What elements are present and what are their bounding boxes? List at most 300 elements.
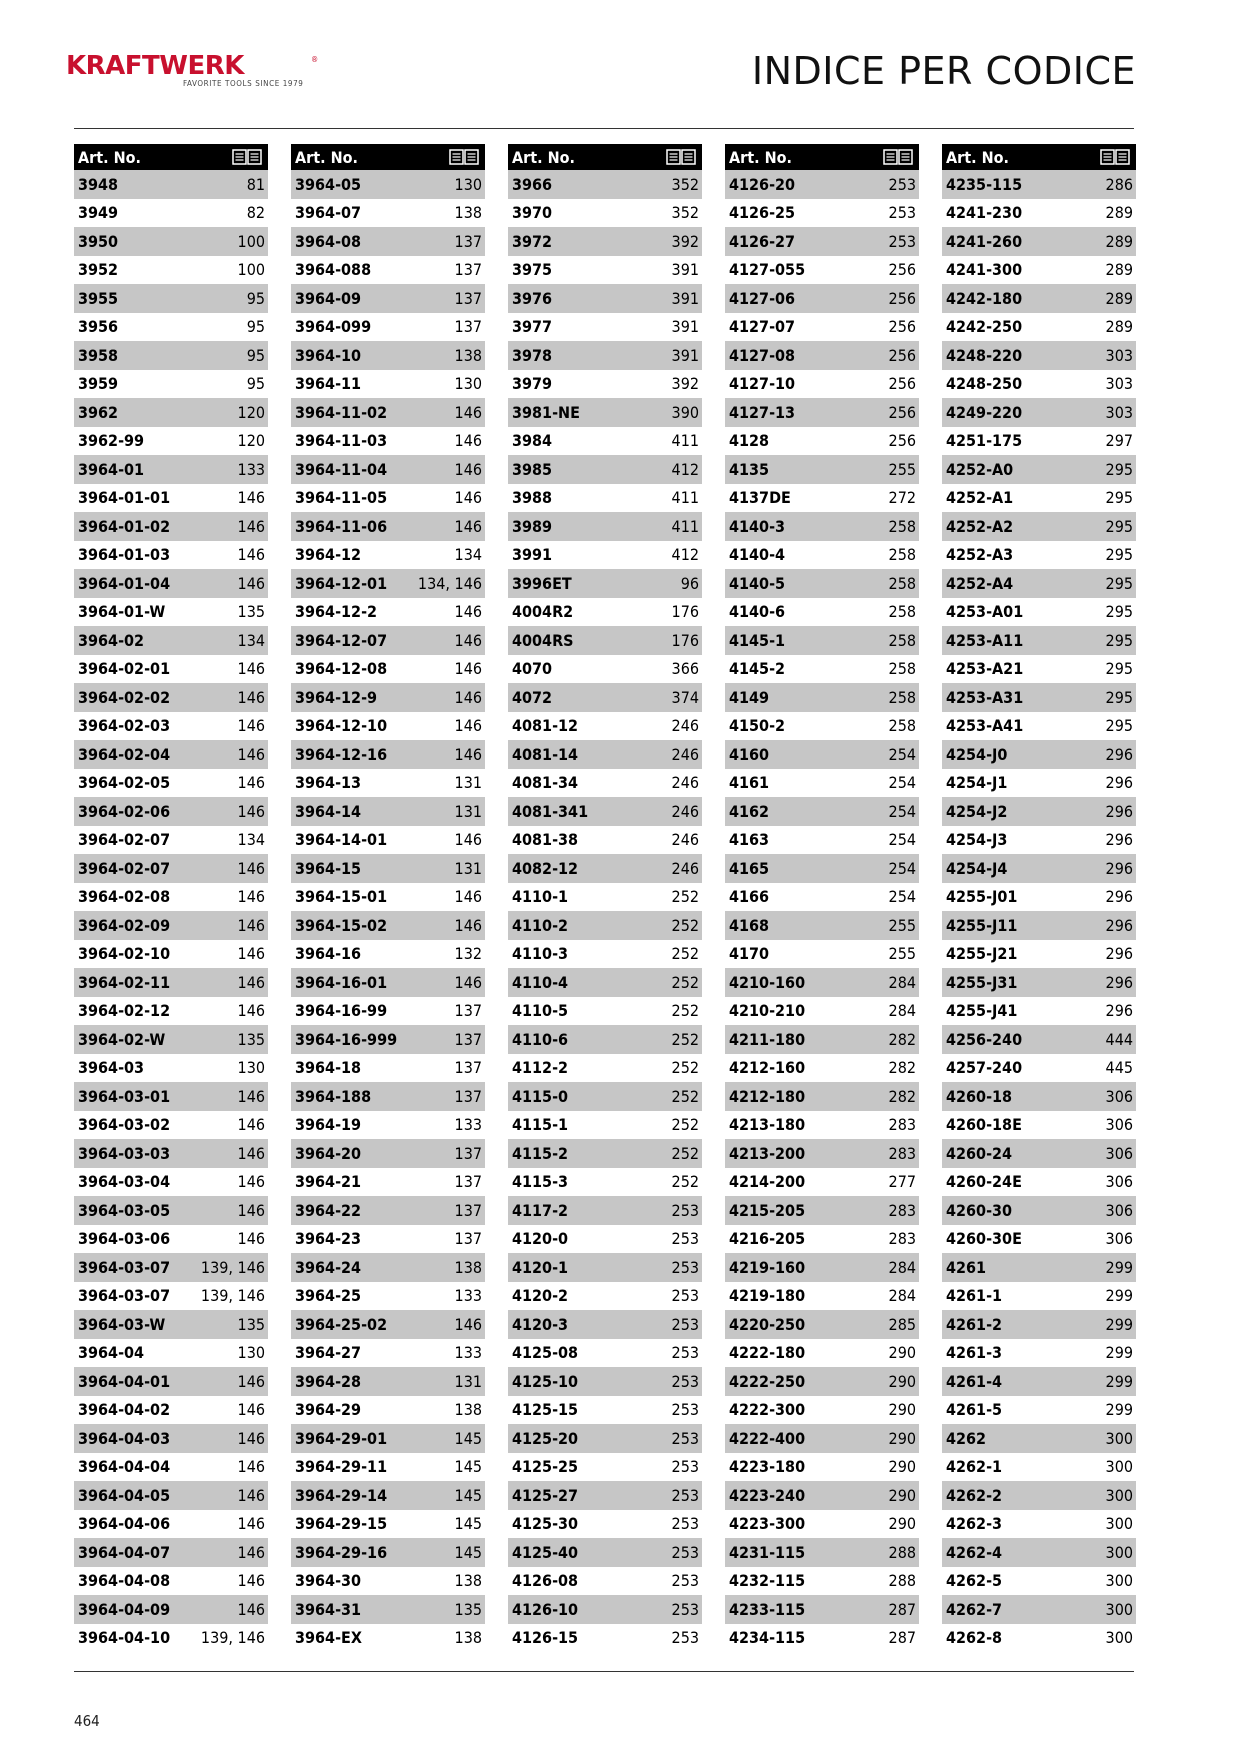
- article-code: 3964-13: [295, 773, 362, 793]
- index-row: [508, 541, 702, 570]
- index-row: [508, 854, 702, 883]
- article-code: 3964-03-03: [78, 1143, 171, 1163]
- index-row: [74, 1481, 268, 1510]
- index-row: [508, 1225, 702, 1254]
- page-reference: 306: [1105, 1172, 1133, 1192]
- page-reference: 290: [888, 1400, 916, 1420]
- article-code: 4210-210: [729, 1001, 806, 1021]
- index-row: [725, 341, 919, 370]
- page-reference: 146: [454, 687, 482, 707]
- page-reference: 254: [888, 744, 916, 764]
- article-code: 4262-2: [946, 1485, 1003, 1505]
- index-row: [291, 940, 485, 969]
- page-reference: 299: [1105, 1343, 1133, 1363]
- page-reference: 253: [888, 203, 916, 223]
- page-reference: 145: [454, 1457, 482, 1477]
- index-row: [508, 370, 702, 399]
- index-row: [725, 1424, 919, 1453]
- index-row: [942, 883, 1136, 912]
- index-row: [725, 1453, 919, 1482]
- article-code: 4234-115: [729, 1628, 806, 1648]
- article-code: 4260-30: [946, 1200, 1013, 1220]
- index-row: [942, 1510, 1136, 1539]
- article-code: 4255-J01: [946, 887, 1018, 907]
- article-code: 3964-04-07: [78, 1542, 171, 1562]
- index-row: [508, 170, 702, 199]
- index-row: [942, 199, 1136, 228]
- page-reference: 282: [888, 1086, 916, 1106]
- index-row: [291, 1025, 485, 1054]
- article-code: 4140-6: [729, 602, 786, 622]
- index-row: [74, 854, 268, 883]
- index-row: [508, 199, 702, 228]
- article-code: 3964-04-02: [78, 1400, 171, 1420]
- open-book-icon: [1100, 149, 1130, 165]
- index-row: [291, 1282, 485, 1311]
- page-reference: 297: [1105, 431, 1133, 451]
- index-row: [74, 1339, 268, 1368]
- page-reference: 258: [888, 602, 916, 622]
- article-code: 3964-15-02: [295, 915, 388, 935]
- index-row: [74, 1453, 268, 1482]
- page-reference: 130: [454, 374, 482, 394]
- index-row: [508, 1196, 702, 1225]
- article-code: 3964-18: [295, 1058, 362, 1078]
- page-reference: 146: [454, 744, 482, 764]
- logo-wordmark: KRAFTWERK: [66, 51, 244, 81]
- article-code: 3950: [78, 231, 119, 251]
- article-code: 3989: [512, 516, 553, 536]
- page-reference: 296: [1105, 744, 1133, 764]
- article-code: 4253-A21: [946, 659, 1024, 679]
- index-row: [508, 655, 702, 684]
- index-row: [725, 1339, 919, 1368]
- index-row: [942, 1025, 1136, 1054]
- article-code: 4262-3: [946, 1514, 1003, 1534]
- article-code: 4235-115: [946, 174, 1023, 194]
- article-code: 3964-02-W: [78, 1029, 166, 1049]
- article-code: 4135: [729, 459, 770, 479]
- page-reference: 253: [671, 1371, 699, 1391]
- index-row: [291, 598, 485, 627]
- index-column: [74, 144, 268, 1652]
- page-reference: 139, 146: [200, 1286, 265, 1306]
- index-row: [508, 940, 702, 969]
- page-reference: 300: [1105, 1514, 1133, 1534]
- article-code: 4242-250: [946, 317, 1023, 337]
- index-row: [508, 455, 702, 484]
- index-row: [508, 1310, 702, 1339]
- page-reference: 131: [454, 801, 482, 821]
- page-reference: 255: [888, 459, 916, 479]
- page-reference: 285: [888, 1314, 916, 1334]
- art-no-header-label: Art. No.: [729, 147, 793, 167]
- page-reference: 295: [1105, 488, 1133, 508]
- index-row: [291, 170, 485, 199]
- page-reference: 146: [237, 716, 265, 736]
- article-code: 4262-7: [946, 1599, 1003, 1619]
- index-row: [508, 1339, 702, 1368]
- article-code: 4231-115: [729, 1542, 806, 1562]
- page-reference: 306: [1105, 1143, 1133, 1163]
- page-reference: 146: [454, 488, 482, 508]
- article-code: 3964-19: [295, 1115, 362, 1135]
- article-code: 4126-08: [512, 1571, 579, 1591]
- article-code: 4219-180: [729, 1286, 806, 1306]
- article-code: 4127-10: [729, 374, 796, 394]
- page-reference: 290: [888, 1485, 916, 1505]
- article-code: 4165: [729, 858, 770, 878]
- index-row: [291, 512, 485, 541]
- index-row: [74, 455, 268, 484]
- article-code: 3964-15-01: [295, 887, 388, 907]
- index-row: [725, 826, 919, 855]
- index-row: [942, 427, 1136, 456]
- page-reference: 284: [888, 1286, 916, 1306]
- index-row: [291, 1367, 485, 1396]
- article-code: 3964-02-05: [78, 773, 171, 793]
- page-reference: 300: [1105, 1485, 1133, 1505]
- page-reference: 444: [1105, 1029, 1133, 1049]
- article-code: 4163: [729, 830, 770, 850]
- page-reference: 282: [888, 1029, 916, 1049]
- page-reference: 253: [888, 174, 916, 194]
- page-reference: 130: [237, 1343, 265, 1363]
- index-row: [725, 655, 919, 684]
- index-row: [942, 1082, 1136, 1111]
- index-row: [942, 1453, 1136, 1482]
- page-reference: 287: [888, 1599, 916, 1619]
- page-reference: 252: [671, 1086, 699, 1106]
- page-reference: 146: [237, 1428, 265, 1448]
- index-row: [291, 370, 485, 399]
- article-code: 3964-24: [295, 1257, 362, 1277]
- index-row: [291, 1424, 485, 1453]
- article-code: 4110-3: [512, 944, 569, 964]
- article-code: 4120-0: [512, 1229, 569, 1249]
- article-code: 4140-5: [729, 573, 786, 593]
- index-row: [508, 1367, 702, 1396]
- article-code: 3978: [512, 345, 553, 365]
- page-reference: 258: [888, 545, 916, 565]
- index-row: [291, 1082, 485, 1111]
- page-reference: 82: [246, 203, 265, 223]
- index-row: [725, 370, 919, 399]
- index-row: [291, 1453, 485, 1482]
- page-reference: 137: [454, 1143, 482, 1163]
- page-reference: 146: [237, 488, 265, 508]
- index-row: [942, 227, 1136, 256]
- article-code: 4127-07: [729, 317, 796, 337]
- article-code: 3964-11-02: [295, 402, 388, 422]
- page-reference: 289: [1105, 231, 1133, 251]
- page-reference: 135: [237, 1314, 265, 1334]
- index-row: [942, 1196, 1136, 1225]
- page-reference: 252: [671, 1001, 699, 1021]
- index-row: [725, 854, 919, 883]
- index-row: [74, 569, 268, 598]
- page-reference: 256: [888, 402, 916, 422]
- page-reference: 295: [1105, 630, 1133, 650]
- page-reference: 137: [454, 260, 482, 280]
- article-code: 3964-05: [295, 174, 362, 194]
- article-code: 3964-03-07: [78, 1257, 171, 1277]
- article-code: 3949: [78, 203, 119, 223]
- index-row: [291, 1481, 485, 1510]
- article-code: 3970: [512, 203, 553, 223]
- top-divider: [74, 128, 1134, 129]
- index-row: [942, 541, 1136, 570]
- page-reference: 253: [671, 1257, 699, 1277]
- article-code: 4252-A3: [946, 545, 1014, 565]
- article-code: 3964-02-07: [78, 830, 171, 850]
- index-row: [74, 826, 268, 855]
- page-reference: 283: [888, 1143, 916, 1163]
- article-code: 4125-30: [512, 1514, 579, 1534]
- article-code: 3959: [78, 374, 119, 394]
- article-code: 3964-04-10: [78, 1628, 171, 1648]
- article-code: 3964-29-01: [295, 1428, 388, 1448]
- open-book-icon: [883, 149, 913, 165]
- page-reference: 258: [888, 573, 916, 593]
- index-row: [74, 883, 268, 912]
- page-reference: 146: [454, 402, 482, 422]
- page-reference: 366: [671, 659, 699, 679]
- index-row: [74, 1139, 268, 1168]
- index-row: [725, 740, 919, 769]
- page-reference: 289: [1105, 288, 1133, 308]
- index-row: [508, 398, 702, 427]
- page-reference: 135: [237, 1029, 265, 1049]
- index-row: [725, 683, 919, 712]
- article-code: 3964-29: [295, 1400, 362, 1420]
- index-row: [74, 740, 268, 769]
- page-reference: 138: [454, 203, 482, 223]
- page-reference: 246: [671, 716, 699, 736]
- page-reference: 95: [246, 374, 265, 394]
- index-row: [508, 769, 702, 798]
- article-code: 4081-34: [512, 773, 579, 793]
- article-code: 3964-02-04: [78, 744, 171, 764]
- index-row: [74, 1225, 268, 1254]
- index-row: [74, 1196, 268, 1225]
- article-code: 4255-J11: [946, 915, 1018, 935]
- index-row: [508, 740, 702, 769]
- article-code: 4232-115: [729, 1571, 806, 1591]
- index-row: [74, 683, 268, 712]
- index-row: [508, 313, 702, 342]
- page-reference: 146: [237, 1172, 265, 1192]
- article-code: 4125-08: [512, 1343, 579, 1363]
- page-reference: 295: [1105, 687, 1133, 707]
- index-row: [74, 598, 268, 627]
- article-code: 3964-29-11: [295, 1457, 388, 1477]
- page-reference: 135: [237, 602, 265, 622]
- page-reference: 120: [237, 431, 265, 451]
- column-rows: [725, 170, 919, 1652]
- article-code: 4070: [512, 659, 553, 679]
- article-code: 3964-16-99: [295, 1001, 388, 1021]
- article-code: 3964-02-12: [78, 1001, 171, 1021]
- article-code: 4126-15: [512, 1628, 579, 1648]
- page-reference: 146: [237, 1457, 265, 1477]
- article-code: 4110-2: [512, 915, 569, 935]
- article-code: 4125-10: [512, 1371, 579, 1391]
- article-code: 4150-2: [729, 716, 786, 736]
- page-reference: 272: [888, 488, 916, 508]
- article-code: 4222-300: [729, 1400, 806, 1420]
- column-header: [508, 144, 702, 170]
- page-reference: 146: [237, 1086, 265, 1106]
- article-code: 4126-20: [729, 174, 796, 194]
- article-code: 4255-J21: [946, 944, 1018, 964]
- index-column: [508, 144, 702, 1652]
- page-reference: 299: [1105, 1286, 1133, 1306]
- page-reference: 289: [1105, 203, 1133, 223]
- article-code: 4127-08: [729, 345, 796, 365]
- index-row: [74, 997, 268, 1026]
- index-row: [942, 455, 1136, 484]
- article-code: 3964-15: [295, 858, 362, 878]
- page-reference: 146: [237, 773, 265, 793]
- index-row: [942, 968, 1136, 997]
- page-reference: 300: [1105, 1457, 1133, 1477]
- article-code: 4253-A31: [946, 687, 1024, 707]
- index-row: [508, 484, 702, 513]
- page-reference: 100: [237, 231, 265, 251]
- article-code: 4117-2: [512, 1200, 569, 1220]
- article-code: 3964-02-06: [78, 801, 171, 821]
- article-code: 4223-240: [729, 1485, 806, 1505]
- article-code: 4125-20: [512, 1428, 579, 1448]
- page-reference: 254: [888, 801, 916, 821]
- page-reference: 258: [888, 659, 916, 679]
- index-row: [74, 313, 268, 342]
- index-row: [291, 1624, 485, 1653]
- index-row: [725, 427, 919, 456]
- page-reference: 146: [237, 858, 265, 878]
- page-reference: 296: [1105, 944, 1133, 964]
- open-book-icon: [666, 149, 696, 165]
- page-reference: 303: [1105, 374, 1133, 394]
- page-reference: 253: [671, 1200, 699, 1220]
- article-code: 4126-10: [512, 1599, 579, 1619]
- index-row: [291, 541, 485, 570]
- index-row: [725, 1567, 919, 1596]
- index-row: [725, 1111, 919, 1140]
- page-reference: 145: [454, 1485, 482, 1505]
- open-book-icon: [449, 149, 479, 165]
- page-reference: 253: [671, 1229, 699, 1249]
- article-code: 4115-0: [512, 1086, 569, 1106]
- page-reference: 246: [671, 858, 699, 878]
- index-row: [508, 683, 702, 712]
- article-code: 3964-14: [295, 801, 362, 821]
- article-code: 4253-A41: [946, 716, 1024, 736]
- index-row: [725, 1367, 919, 1396]
- index-row: [942, 256, 1136, 285]
- article-code: 3964-01-02: [78, 516, 171, 536]
- index-row: [942, 1225, 1136, 1254]
- article-code: 3977: [512, 317, 553, 337]
- page-reference: 306: [1105, 1200, 1133, 1220]
- article-code: 4262: [946, 1428, 987, 1448]
- article-code: 3964-12-9: [295, 687, 378, 707]
- index-row: [725, 199, 919, 228]
- index-row: [725, 170, 919, 199]
- page-reference: 284: [888, 972, 916, 992]
- index-row: [291, 313, 485, 342]
- page-reference: 146: [237, 573, 265, 593]
- article-code: 3964-20: [295, 1143, 362, 1163]
- index-row: [291, 1253, 485, 1282]
- page-reference: 296: [1105, 858, 1133, 878]
- article-code: 4222-400: [729, 1428, 806, 1448]
- index-row: [291, 712, 485, 741]
- page-reference: 290: [888, 1457, 916, 1477]
- index-row: [74, 427, 268, 456]
- page-number: 464: [74, 1712, 100, 1730]
- index-row: [508, 1282, 702, 1311]
- article-code: 3964-29-15: [295, 1514, 388, 1534]
- index-row: [291, 1139, 485, 1168]
- article-code: 3964-02-02: [78, 687, 171, 707]
- index-row: [508, 911, 702, 940]
- index-row: [725, 1396, 919, 1425]
- page-reference: 300: [1105, 1628, 1133, 1648]
- index-row: [291, 683, 485, 712]
- index-row: [74, 1424, 268, 1453]
- index-row: [942, 769, 1136, 798]
- index-row: [508, 1168, 702, 1197]
- index-row: [508, 227, 702, 256]
- page-reference: 253: [671, 1400, 699, 1420]
- article-code: 4125-40: [512, 1542, 579, 1562]
- index-row: [942, 370, 1136, 399]
- article-code: 4222-250: [729, 1371, 806, 1391]
- index-row: [942, 398, 1136, 427]
- index-row: [725, 1082, 919, 1111]
- article-code: 4254-J3: [946, 830, 1008, 850]
- page-reference: 392: [671, 374, 699, 394]
- article-code: 4081-38: [512, 830, 579, 850]
- article-code: 4248-250: [946, 374, 1023, 394]
- index-row: [74, 655, 268, 684]
- index-row: [508, 1624, 702, 1653]
- article-code: 4128: [729, 431, 770, 451]
- article-code: 3964-31: [295, 1599, 362, 1619]
- page-reference: 139, 146: [200, 1628, 265, 1648]
- article-code: 3964-08: [295, 231, 362, 251]
- page-reference: 145: [454, 1542, 482, 1562]
- page-reference: 146: [454, 659, 482, 679]
- page-reference: 296: [1105, 1001, 1133, 1021]
- index-row: [74, 1253, 268, 1282]
- page-reference: 252: [671, 1115, 699, 1135]
- article-code: 3964-07: [295, 203, 362, 223]
- index-row: [291, 1310, 485, 1339]
- index-row: [291, 1054, 485, 1083]
- article-code: 3962-99: [78, 431, 145, 451]
- article-code: 4160: [729, 744, 770, 764]
- index-row: [291, 655, 485, 684]
- article-code: 4110-1: [512, 887, 569, 907]
- page-reference: 137: [454, 231, 482, 251]
- page-reference: 253: [671, 1628, 699, 1648]
- index-row: [508, 997, 702, 1026]
- page-reference: 131: [454, 1371, 482, 1391]
- index-row: [74, 1310, 268, 1339]
